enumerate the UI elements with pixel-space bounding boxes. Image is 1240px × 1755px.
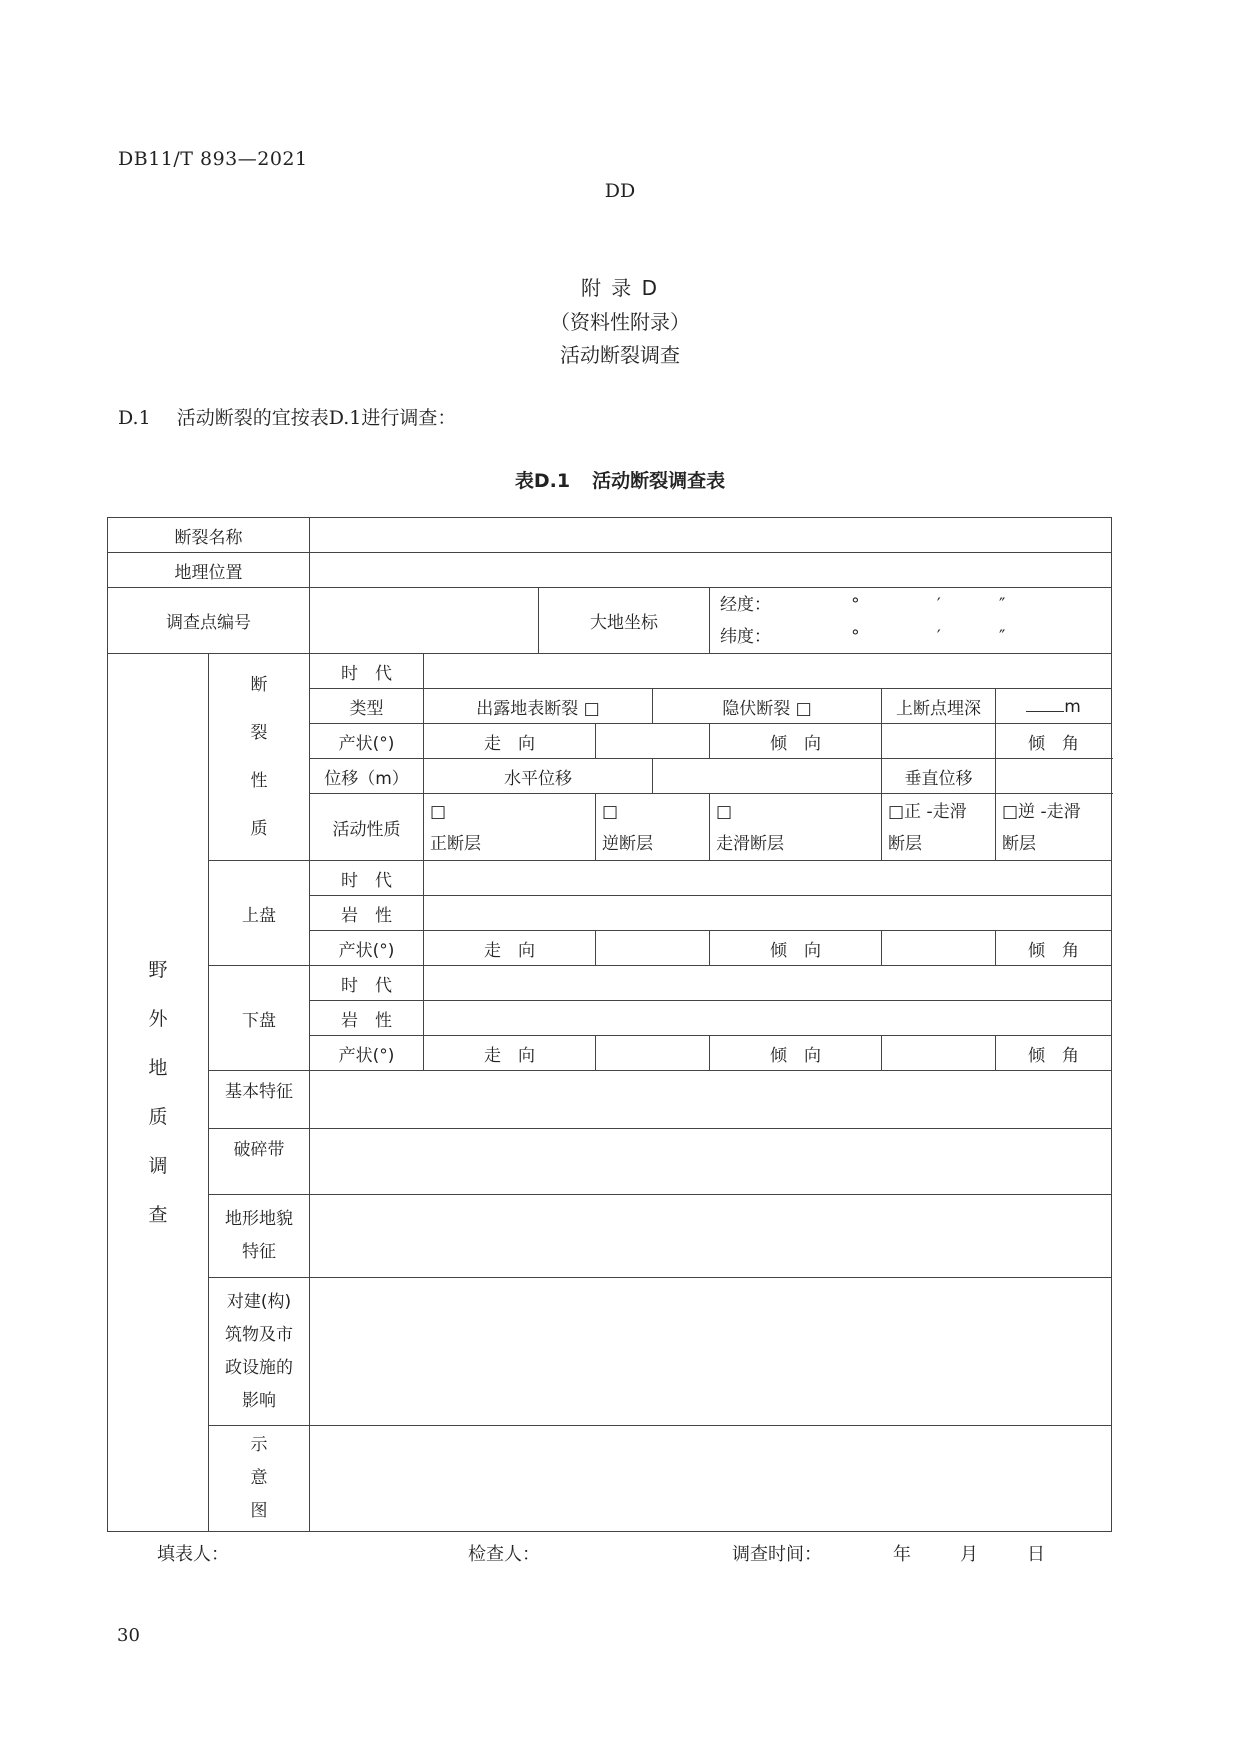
strike-field[interactable]	[596, 724, 710, 759]
fault-survey-table	[107, 517, 1112, 1532]
latitude-label: 纬度：	[720, 626, 771, 647]
horizontal-label: 水平位移	[424, 759, 653, 794]
document-code: DB11/T 893—2021	[118, 148, 308, 170]
landform-line1: 地形地貌	[225, 1209, 293, 1229]
activity-normal-strike-line1: □正 -走滑	[888, 802, 967, 822]
activity-normal-option[interactable]	[424, 794, 596, 861]
point-id-field[interactable]	[310, 588, 539, 654]
hw-strike-label: 走 向	[424, 931, 596, 966]
field-survey-char: 查	[148, 1203, 168, 1226]
appendix-nature: （资料性附录）	[550, 310, 690, 334]
activity-strike-option[interactable]	[710, 794, 882, 861]
field-survey-char: 野	[148, 958, 168, 981]
location-field[interactable]	[310, 553, 1112, 588]
longitude-line	[720, 589, 1105, 621]
section-marker: DD	[604, 180, 636, 202]
landform-label	[209, 1195, 310, 1278]
row-impact	[108, 1278, 1112, 1426]
degree-symbol: °	[851, 594, 860, 615]
fracture-zone-field[interactable]	[310, 1129, 1112, 1195]
foot-wall-label: 下盘	[209, 966, 310, 1071]
exposed-option[interactable]: 出露地表断裂 □	[424, 689, 653, 724]
type-label: 类型	[310, 689, 424, 724]
field-survey-char: 外	[148, 1007, 168, 1030]
field-survey-char: 地	[148, 1056, 168, 1079]
activity-reverse-text: 逆断层	[602, 834, 653, 854]
geodetic-label: 大地坐标	[539, 588, 710, 654]
landform-line2: 特征	[242, 1242, 276, 1262]
degree-symbol: °	[851, 626, 860, 647]
row-fracture-zone	[108, 1129, 1112, 1195]
fault-nature-char: 裂	[250, 723, 268, 743]
displacement-label: 位移（m）	[310, 759, 424, 794]
table-caption-title: 活动断裂调查表	[592, 470, 726, 492]
sketch-char: 意	[250, 1468, 268, 1488]
hw-strike-field[interactable]	[596, 931, 710, 966]
hidden-option[interactable]: 隐伏断裂 □	[653, 689, 882, 724]
clause-text: 活动断裂的宜按表D.1进行调查：	[176, 407, 457, 429]
fw-strike-field[interactable]	[596, 1036, 710, 1071]
location-label: 地理位置	[108, 553, 310, 588]
minute-symbol: ′	[936, 594, 941, 615]
fracture-zone-label: 破碎带	[209, 1129, 310, 1195]
month-label: 月	[960, 1544, 978, 1565]
row-basic-features	[108, 1071, 1112, 1129]
fw-era-field[interactable]	[424, 966, 1112, 1001]
era-field[interactable]	[424, 654, 1112, 689]
sketch-char: 图	[250, 1501, 268, 1521]
impact-line2: 筑物及市	[225, 1324, 293, 1345]
year-label: 年	[893, 1544, 911, 1565]
sketch-label	[209, 1426, 310, 1532]
fault-nature-char: 质	[250, 819, 268, 839]
hw-dip-dir-field[interactable]	[882, 931, 996, 966]
activity-normal-strike-line2: 断层	[888, 834, 922, 854]
checkbox-icon: □	[602, 802, 619, 822]
row-era	[108, 654, 1112, 689]
hw-lithology-label: 岩 性	[310, 896, 424, 931]
unit-m: m	[1064, 696, 1081, 717]
table-caption-number: 表D.1	[514, 470, 571, 492]
coordinate-field[interactable]	[710, 588, 1112, 654]
impact-line3: 政设施的	[225, 1357, 293, 1378]
row-sketch	[108, 1426, 1112, 1532]
survey-time-label: 调查时间：	[732, 1544, 822, 1565]
hw-era-label: 时 代	[310, 861, 424, 896]
attitude-label: 产状(°)	[310, 724, 424, 759]
activity-reverse-strike-option[interactable]	[996, 794, 1112, 861]
hanging-wall-label: 上盘	[209, 861, 310, 966]
activity-normal-text: 正断层	[430, 834, 481, 854]
dip-dir-field[interactable]	[882, 724, 996, 759]
hw-dip-dir-label: 倾 向	[710, 931, 882, 966]
hw-lithology-field[interactable]	[424, 896, 1112, 931]
sketch-char: 示	[250, 1435, 268, 1455]
activity-reverse-strike-line1: □逆 -走滑	[1002, 802, 1081, 822]
impact-field[interactable]	[310, 1278, 1112, 1426]
top-depth-field[interactable]	[996, 689, 1112, 724]
landform-field[interactable]	[310, 1195, 1112, 1278]
table-caption	[0, 466, 1240, 493]
row-location	[108, 553, 1112, 588]
activity-normal-strike-option[interactable]	[882, 794, 996, 861]
latitude-line	[720, 621, 1105, 653]
basic-features-label: 基本特征	[209, 1071, 310, 1129]
clause-d1	[118, 403, 456, 430]
day-label: 日	[1027, 1544, 1045, 1565]
depth-blank-line	[1026, 696, 1064, 712]
row-fault-name	[108, 518, 1112, 553]
fw-dip-dir-field[interactable]	[882, 1036, 996, 1071]
horizontal-field[interactable]	[653, 759, 882, 794]
basic-features-field[interactable]	[310, 1071, 1112, 1129]
hw-dip-angle-label: 倾 角	[996, 931, 1112, 966]
impact-line1: 对建(构)	[226, 1291, 292, 1312]
longitude-label: 经度：	[720, 594, 771, 615]
fault-nature-label	[209, 654, 310, 861]
sketch-field[interactable]	[310, 1426, 1112, 1532]
hw-era-field[interactable]	[424, 861, 1112, 896]
clause-number: D.1	[118, 407, 151, 429]
row-fw-era	[108, 966, 1112, 1001]
impact-line4: 影响	[242, 1390, 276, 1411]
dip-angle-label: 倾 角	[996, 724, 1112, 759]
fault-nature-char: 断	[250, 675, 268, 695]
appendix-title: 附 录 D	[580, 276, 660, 300]
fw-era-label: 时 代	[310, 966, 424, 1001]
filler-label: 填表人：	[157, 1544, 229, 1565]
fw-lithology-field[interactable]	[424, 1001, 1112, 1036]
fault-nature-char: 性	[250, 771, 268, 791]
row-hw-era	[108, 861, 1112, 896]
fault-name-field[interactable]	[310, 518, 1112, 553]
vertical-label: 垂直位移	[882, 759, 996, 794]
checker-label: 检查人：	[468, 1544, 540, 1565]
fw-lithology-label: 岩 性	[310, 1001, 424, 1036]
checkbox-icon: □	[716, 802, 733, 822]
fw-strike-label: 走 向	[424, 1036, 596, 1071]
activity-reverse-strike-line2: 断层	[1002, 834, 1036, 854]
activity-label: 活动性质	[310, 794, 424, 861]
activity-reverse-option[interactable]	[596, 794, 710, 861]
activity-strike-text: 走滑断层	[716, 834, 784, 854]
era-label: 时 代	[310, 654, 424, 689]
page-number: 30	[117, 1625, 140, 1646]
impact-label	[209, 1278, 310, 1426]
dip-dir-label: 倾 向	[710, 724, 882, 759]
field-survey-label	[108, 654, 209, 1532]
field-survey-char: 调	[148, 1154, 168, 1177]
minute-symbol: ′	[936, 626, 941, 647]
top-depth-label: 上断点埋深	[882, 689, 996, 724]
fault-name-label: 断裂名称	[108, 518, 310, 553]
field-survey-char: 质	[148, 1105, 168, 1128]
fw-dip-dir-label: 倾 向	[710, 1036, 882, 1071]
fw-dip-angle-label: 倾 角	[996, 1036, 1112, 1071]
second-symbol: ″	[999, 626, 1006, 647]
appendix-name: 活动断裂调查	[560, 343, 680, 367]
strike-label: 走 向	[424, 724, 596, 759]
checkbox-icon: □	[430, 802, 447, 822]
vertical-field[interactable]	[996, 759, 1112, 794]
point-id-label: 调查点编号	[108, 588, 310, 654]
row-point	[108, 588, 1112, 654]
fw-attitude-label: 产状(°)	[310, 1036, 424, 1071]
row-landform	[108, 1195, 1112, 1278]
hw-attitude-label: 产状(°)	[310, 931, 424, 966]
second-symbol: ″	[999, 594, 1006, 615]
